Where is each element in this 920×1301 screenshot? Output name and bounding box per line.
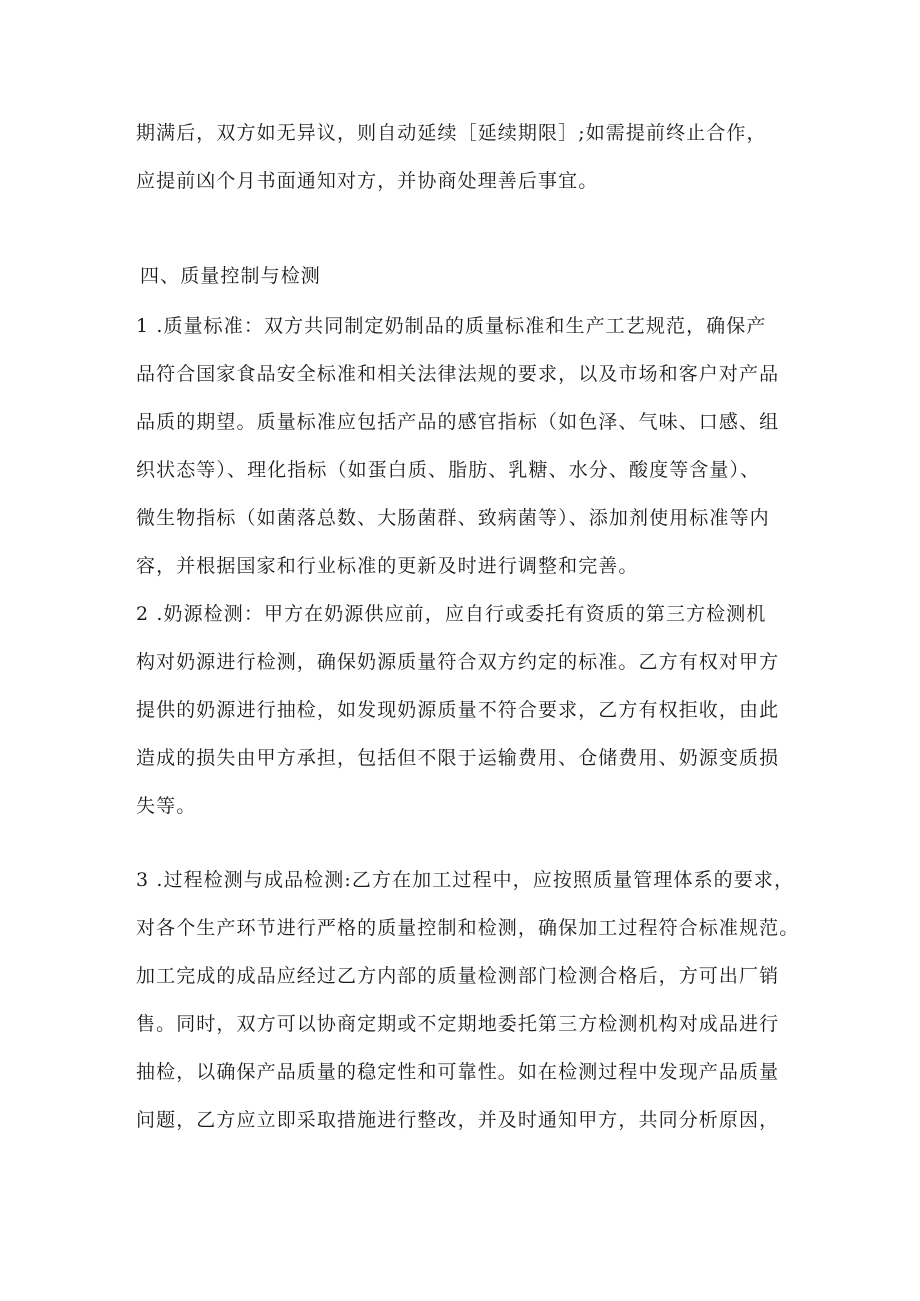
text-line: 问题，乙方应立即采取措施进行整改，并及时通知甲方，共同分析原因，	[136, 1109, 780, 1131]
text-line: 构对奶源进行检测，确保奶源质量符合双方约定的标准。乙方有权对甲方	[136, 651, 780, 673]
text-line: 微生物指标（如菌落总数、大肠菌群、致病菌等）、添加剂使用标准等内	[136, 507, 770, 529]
text-line: 应提前凶个月书面通知对方，并协商处理善后事宜。	[136, 170, 599, 192]
text-line: 售。同时，双方可以协商定期或不定期地委托第三方检测机构对成品进行	[136, 1013, 780, 1035]
text-line: 2 .奶源检测：甲方在奶源供应前，应自行或委托有资质的第三方检测机	[136, 603, 767, 625]
text-line: 3 .过程检测与成品检测:乙方在加工过程中，应按照质量管理体系的要求，	[136, 869, 795, 891]
text-line: 容，并根据国家和行业标准的更新及时进行调整和完善。	[136, 555, 639, 577]
text-line: 品质的期望。质量标准应包括产品的感官指标（如色泽、气味、口感、组	[136, 411, 780, 433]
text-line: 对各个生产环节进行严格的质量控制和检测，确保加工过程符合标准规范。	[136, 917, 800, 939]
text-line: 品符合国家食品安全标准和相关法律法规的要求，以及市场和客户对产品	[136, 363, 780, 385]
text-line: 造成的损失由甲方承担，包括但不限于运输费用、仓储费用、奶源变质损	[136, 747, 780, 769]
text-line: 失等。	[136, 795, 197, 817]
section-heading: 四、质量控制与检测	[140, 265, 321, 287]
text-line: 织状态等）、理化指标（如蛋白质、脂肪、乳糖、水分、酸度等含量）、	[136, 459, 761, 481]
text-line: 提供的奶源进行抽检，如发现奶源质量不符合要求，乙方有权拒收，由此	[136, 699, 780, 721]
text-line: 加工完成的成品应经过乙方内部的质量检测部门检测合格后，方可出厂销	[136, 965, 780, 987]
text-line: 抽检，以确保产品质量的稳定性和可靠性。如在检测过程中发现产品质量	[136, 1061, 780, 1083]
text-line: 1 .质量标准：双方共同制定奶制品的质量标准和生产工艺规范，确保产	[136, 315, 767, 337]
text-line: 期满后，双方如无异议，则自动延续［延续期限］;如需提前终止合作，	[136, 122, 767, 144]
